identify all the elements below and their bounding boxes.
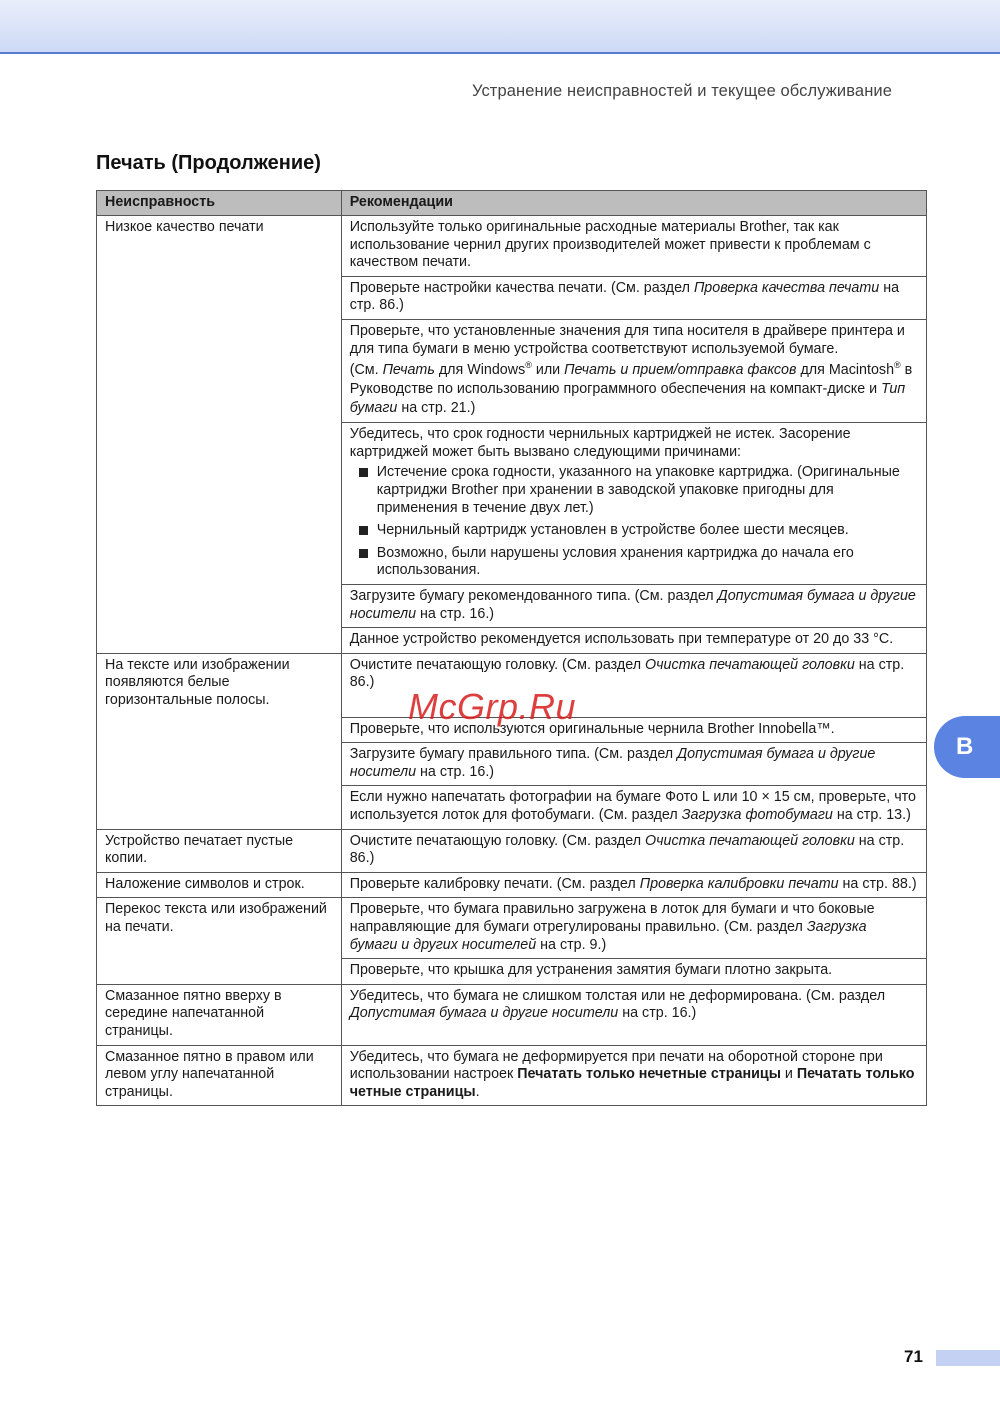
cross-reference: Очистка печатающей головки [645, 656, 855, 673]
table-row [97, 829, 927, 872]
issue-cell: Перекос текста или изображений на печати. [97, 898, 342, 984]
square-bullet-icon [359, 526, 368, 535]
list-item: Чернильный картридж установлен в устройстве более шести месяцев. [350, 522, 918, 540]
watermark: McGrp.Ru [408, 686, 577, 727]
registered-mark: ® [525, 360, 532, 371]
recommendation-cell: Убедитесь, что бумага не слишком толстая или не деформирована. (См. раздел Допустимая бумага и другие носители на стр. 16.) [341, 984, 926, 1045]
issue-cell: На тексте или изображении появляются белые горизонтальные полосы. [97, 653, 342, 829]
cross-reference: Загрузка фотобумаги [681, 807, 833, 824]
recommendation-cell: Загрузите бумагу правильного типа. (См. раздел Допустимая бумага и другие носители на стр. 16.) [341, 743, 926, 786]
recommendation-cell: Проверьте настройки качества печати. (См. раздел Проверка качества печати на стр. 86.) [341, 276, 926, 319]
cross-reference: Допустимая бумага и другие носители [349, 1005, 619, 1022]
table-header-row [97, 191, 927, 216]
cross-reference: Печать [382, 362, 435, 379]
recommendation-cell: Проверьте, что используются оригинальные чернила Brother Innobella™. [341, 717, 926, 743]
square-bullet-icon [359, 549, 368, 558]
page-number: 71 [904, 1347, 923, 1366]
registered-mark: ® [894, 360, 901, 371]
recommendation-cell: Проверьте, что крышка для устранения замятия бумаги плотно закрыта. [341, 959, 926, 985]
recommendation-cell: Очистите печатающую головку. (См. раздел Очистка печатающей головки на стр. 86.) [341, 653, 926, 717]
appendix-side-tab [934, 716, 1000, 778]
issue-cell: Низкое качество печати [97, 216, 342, 654]
issue-cell: Смазанное пятно в правом или левом углу напечатанной страницы. [97, 1045, 342, 1106]
recommendation-cell: Если нужно напечатать фотографии на бумаге Фото L или 10 × 15 см, проверьте, что используется лоток для фотобумаги. (См. раздел Загрузка фотобумаги на стр. 13.) [341, 786, 926, 829]
table-row [97, 872, 927, 898]
recommendation-cell: Проверьте калибровку печати. (См. раздел Проверка калибровки печати на стр. 88.) [341, 872, 926, 898]
cross-reference: Очистка печатающей головки [645, 832, 855, 849]
menu-setting-name: Печатать только нечетные страницы [517, 1066, 781, 1083]
issue-cell: Наложение символов и строк. [97, 872, 342, 898]
table-row [97, 1045, 927, 1106]
header-cell-issue: Неисправность [97, 191, 342, 216]
cross-reference: Загрузка бумаги и других носителей [349, 919, 867, 953]
list-item: Истечение срока годности, указанного на упаковке картриджа. (Оригинальные картриджи Brother при хранении в заводской упаковке пригодны для применения в течение двух лет.) [350, 464, 918, 517]
troubleshooting-table [96, 190, 927, 1106]
list-item: Возможно, были нарушены условия хранения картриджа до начала его использования. [350, 545, 918, 580]
running-header: Устранение неисправностей и текущее обслуживание [471, 82, 892, 100]
recommendation-cell: Загрузите бумагу рекомендованного типа. (См. раздел Допустимая бумага и другие носители на стр. 16.) [341, 584, 926, 627]
menu-setting-name: Печатать только четные страницы [349, 1066, 915, 1100]
header-cell-recommendations: Рекомендации [341, 191, 926, 216]
issue-cell: Смазанное пятно вверху в середине напечатанной страницы. [97, 984, 342, 1045]
top-color-band [0, 0, 1000, 54]
recommendation-cell: Убедитесь, что срок годности чернильных картриджей не истек. Засорение картриджей может быть вызвано следующими причинами: Истечение срока годности, указанного на упаковке картриджа. (Оригинальные картриджи Brother при хранении в заводской упаковке пригодны для применения в течение двух лет.) Чернильный картридж установлен в устройстве более шести месяцев. Возможно, были нарушены условия хранения картриджа до начала его использования. [341, 423, 926, 585]
table-row [97, 216, 927, 277]
cross-reference: Тип бумаги [349, 381, 906, 417]
table-row [97, 984, 927, 1045]
cross-reference: Допустимая бумага и другие носители [349, 587, 916, 622]
section-title: Печать (Продолжение) [96, 152, 321, 174]
page-number-bar [936, 1350, 1000, 1366]
recommendation-cell: Убедитесь, что бумага не деформируется при печати на оборотной стороне при использовании настроек Печатать только нечетные страницы и Печатать только четные страницы. [341, 1045, 926, 1106]
cross-reference: Допустимая бумага и другие носители [349, 746, 876, 780]
recommendation-cell: Очистите печатающую головку. (См. раздел Очистка печатающей головки на стр. 86.) [341, 829, 926, 872]
recommendation-cell: Используйте только оригинальные расходные материалы Brother, так как использование чернил других производителей может привести к проблемам с качеством печати. [341, 216, 926, 277]
cross-reference: Проверка калибровки печати [639, 875, 839, 892]
square-bullet-icon [359, 468, 368, 477]
recommendation-cell: Проверьте, что бумага правильно загружена в лоток для бумаги и что боковые направляющие для бумаги отрегулированы правильно. (См. раздел Загрузка бумаги и других носителей на стр. 9.) [341, 898, 926, 959]
side-tab-letter: B [956, 733, 974, 760]
table-row [97, 898, 927, 959]
recommendation-cell: Проверьте, что установленные значения для типа носителя в драйвере принтера и для типа бумаги в меню устройства соответствуют используемой бумаге. (См. Печать для Windows® или Печать и прием/отправка факсов для Macintosh® в Руководстве по использованию программного обеспечения на компакт-диске и Тип бумаги на стр. 21.) [341, 319, 926, 422]
recommendation-cell: Данное устройство рекомендуется использовать при температуре от 20 до 33 °C. [341, 628, 926, 654]
issue-cell: Устройство печатает пустые копии. [97, 829, 342, 872]
cross-reference: Печать и прием/отправка факсов [564, 362, 797, 379]
cross-reference: Проверка качества печати [693, 279, 880, 296]
bullet-list [350, 464, 918, 580]
